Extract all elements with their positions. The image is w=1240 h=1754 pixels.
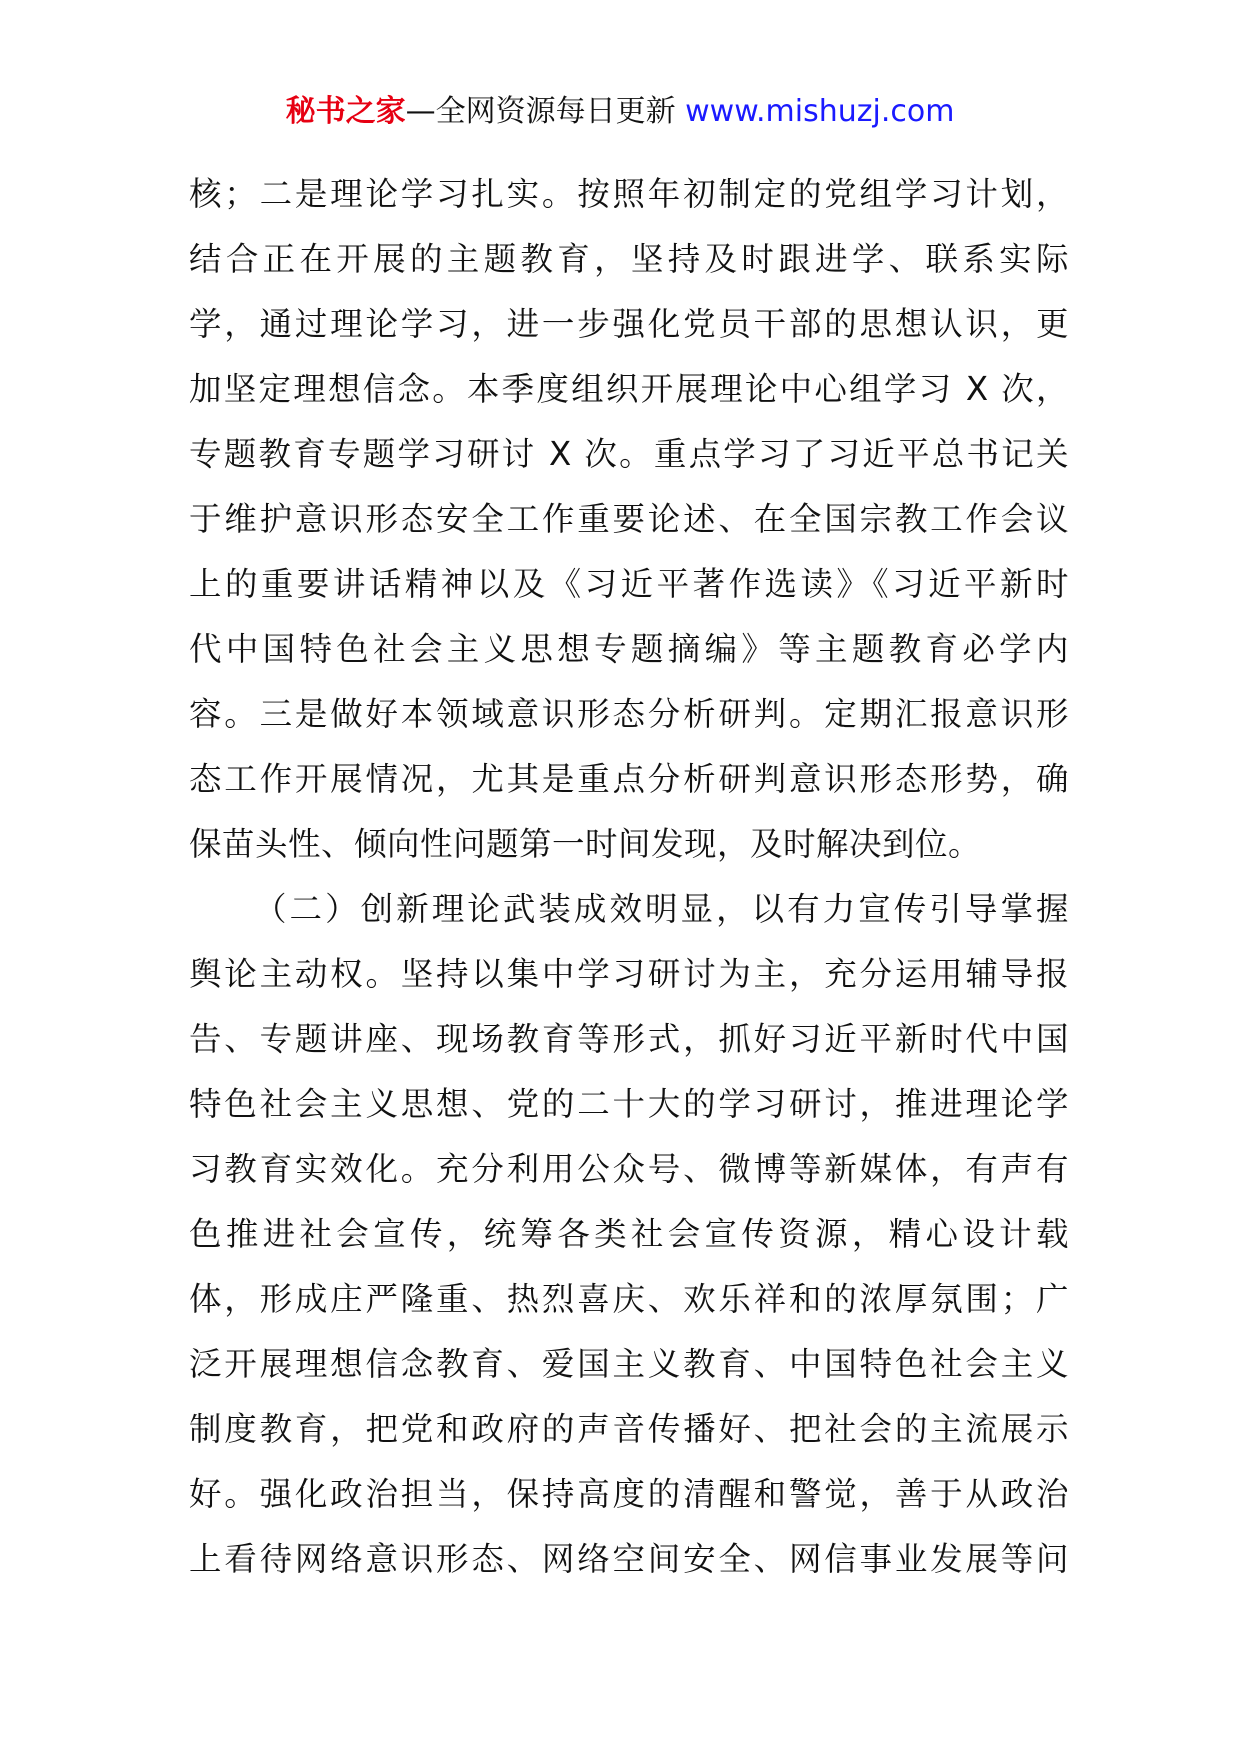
section-heading-line: （二）创新理论武装成效明显，以有力宣传引导掌握 bbox=[254, 890, 1069, 928]
text-line: 特色社会主义思想、党的二十大的学习研讨，推进理论学 bbox=[189, 1085, 1069, 1123]
text-line: 代中国特色社会主义思想专题摘编》等主题教育必学内 bbox=[189, 630, 1069, 668]
text-line: 泛开展理想信念教育、爱国主义教育、中国特色社会主义 bbox=[189, 1345, 1069, 1383]
text-line: 加坚定理想信念。本季度组织开展理论中心组学习 X 次， bbox=[189, 370, 1069, 408]
site-url[interactable]: www.mishuzj.com bbox=[685, 94, 955, 129]
text-line: 容。三是做好本领域意识形态分析研判。定期汇报意识形 bbox=[189, 695, 1069, 733]
text-line: 习教育实效化。充分利用公众号、微博等新媒体，有声有 bbox=[189, 1150, 1069, 1188]
text-line: 制度教育，把党和政府的声音传播好、把社会的主流展示 bbox=[189, 1410, 1069, 1448]
text-line: 上看待网络意识形态、网络空间安全、网信事业发展等问 bbox=[189, 1540, 1069, 1578]
document-body bbox=[189, 162, 1069, 1592]
text-line: 好。强化政治担当，保持高度的清醒和警觉，善于从政治 bbox=[189, 1475, 1069, 1513]
text-line: 色推进社会宣传，统筹各类社会宣传资源，精心设计载 bbox=[189, 1215, 1069, 1253]
site-slogan: —全网资源每日更新 bbox=[405, 94, 686, 129]
text-line: 核；二是理论学习扎实。按照年初制定的党组学习计划， bbox=[189, 175, 1069, 213]
text-line: 告、专题讲座、现场教育等形式，抓好习近平新时代中国 bbox=[189, 1020, 1069, 1058]
text-line: 结合正在开展的主题教育，坚持及时跟进学、联系实际 bbox=[189, 240, 1069, 278]
text-line: 体，形成庄严隆重、热烈喜庆、欢乐祥和的浓厚氛围；广 bbox=[189, 1280, 1069, 1318]
site-brand: 秘书之家 bbox=[285, 94, 406, 129]
text-line: 舆论主动权。坚持以集中学习研讨为主，充分运用辅导报 bbox=[189, 955, 1069, 993]
text-line: 专题教育专题学习研讨 X 次。重点学习了习近平总书记关 bbox=[189, 435, 1069, 473]
text-line: 于维护意识形态安全工作重要论述、在全国宗教工作会议 bbox=[189, 500, 1069, 538]
text-line: 学，通过理论学习，进一步强化党员干部的思想认识，更 bbox=[189, 305, 1069, 343]
text-line: 态工作开展情况，尤其是重点分析研判意识形态形势，确 bbox=[189, 760, 1069, 798]
page-header bbox=[0, 92, 1240, 132]
text-line: 保苗头性、倾向性问题第一时间发现，及时解决到位。 bbox=[189, 825, 982, 863]
text-line: 上的重要讲话精神以及《习近平著作选读》《习近平新时 bbox=[189, 565, 1069, 603]
